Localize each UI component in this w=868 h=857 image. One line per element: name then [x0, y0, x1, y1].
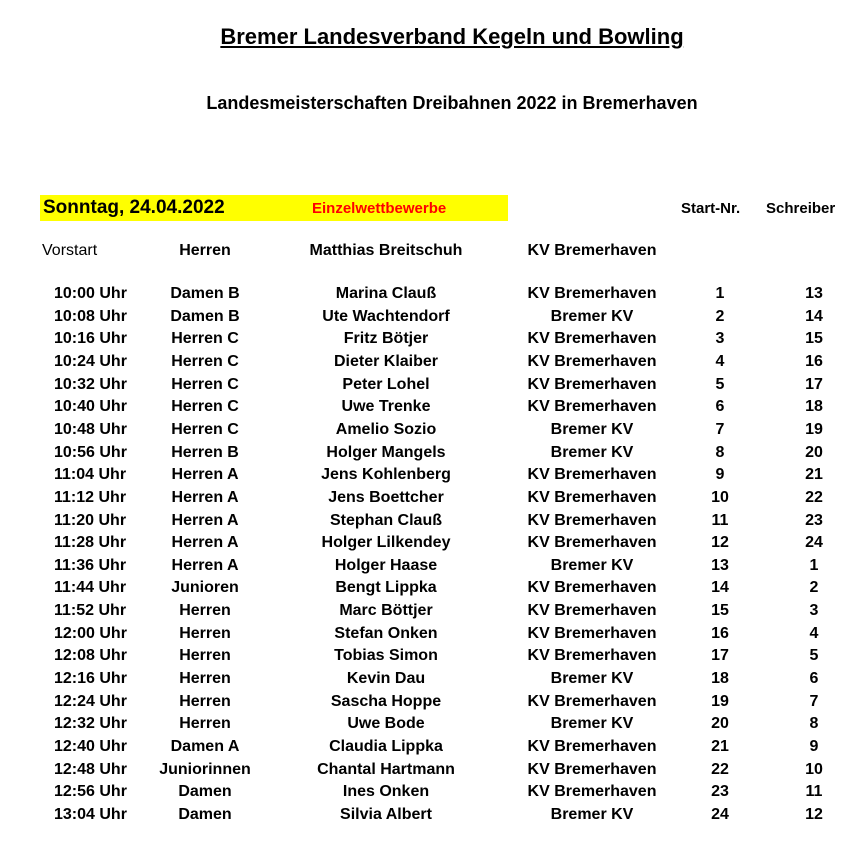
start-time: 12:08 Uhr — [54, 647, 127, 664]
category: Herren B — [171, 444, 239, 461]
player-name: Holger Haase — [334, 557, 438, 574]
day-date: Sonntag, 24.04.2022 — [43, 197, 225, 218]
club-name: KV Bremerhaven — [527, 738, 657, 755]
player-name: Fritz Bötjer — [343, 330, 429, 347]
start-number: 20 — [711, 715, 729, 732]
category: Juniorinnen — [159, 761, 251, 778]
category: Herren A — [171, 489, 239, 506]
category: Herren C — [171, 353, 239, 370]
start-number: 5 — [715, 376, 725, 393]
schreiber-number: 10 — [805, 761, 823, 778]
club-name: KV Bremerhaven — [527, 761, 657, 778]
category: Herren A — [171, 557, 239, 574]
schreiber-number: 22 — [805, 489, 823, 506]
start-number: 21 — [711, 738, 729, 755]
category: Damen B — [170, 308, 240, 325]
player-name: Jens Kohlenberg — [321, 466, 451, 483]
club-name: KV Bremerhaven — [527, 353, 657, 370]
start-time: 10:40 Uhr — [54, 398, 127, 415]
schreiber-number: 3 — [809, 602, 819, 619]
start-time: 12:40 Uhr — [54, 738, 127, 755]
club-name: KV Bremerhaven — [527, 602, 657, 619]
start-time: 11:28 Uhr — [54, 534, 127, 551]
start-number: 14 — [711, 579, 729, 596]
start-number: 4 — [715, 353, 725, 370]
category: Herren — [179, 625, 231, 642]
club-name: Bremer KV — [550, 308, 634, 325]
start-number: 2 — [715, 308, 725, 325]
table-row — [0, 738, 868, 760]
category: Herren — [179, 670, 231, 687]
start-number: 13 — [711, 557, 729, 574]
table-row — [0, 761, 868, 783]
start-time: 10:24 Uhr — [54, 353, 127, 370]
schreiber-number: 19 — [805, 421, 823, 438]
schreiber-number: 9 — [809, 738, 819, 755]
club-name: KV Bremerhaven — [527, 330, 657, 347]
club-name: KV Bremerhaven — [527, 376, 657, 393]
start-time: 12:16 Uhr — [54, 670, 127, 687]
category: Herren C — [171, 398, 239, 415]
schreiber-number: 12 — [805, 806, 823, 823]
start-number: 1 — [715, 285, 725, 302]
player-name: Kevin Dau — [346, 670, 426, 687]
start-time: 11:12 Uhr — [54, 489, 127, 506]
table-row — [0, 625, 868, 647]
schreiber-number: 4 — [809, 625, 819, 642]
start-number: 24 — [711, 806, 729, 823]
schreiber-number: 21 — [805, 466, 823, 483]
table-row — [0, 489, 868, 511]
category: Damen B — [170, 285, 240, 302]
club-name: Bremer KV — [550, 421, 634, 438]
schreiber-number: 11 — [805, 783, 823, 800]
start-number: 10 — [711, 489, 729, 506]
start-number: 16 — [711, 625, 729, 642]
schreiber-number: 7 — [809, 693, 819, 710]
vorstart-category: Herren — [179, 242, 231, 259]
player-name: Chantal Hartmann — [317, 761, 455, 778]
player-name: Stephan Clauß — [329, 512, 443, 529]
table-row — [0, 783, 868, 805]
player-name: Marc Böttjer — [339, 602, 433, 619]
vorstart-name: Matthias Breitschuh — [309, 242, 463, 259]
start-time: 11:36 Uhr — [54, 557, 127, 574]
player-name: Jens Boettcher — [328, 489, 444, 506]
start-time: 10:00 Uhr — [54, 285, 127, 302]
start-number: 8 — [715, 444, 725, 461]
category: Herren — [179, 693, 231, 710]
club-name: KV Bremerhaven — [527, 693, 657, 710]
player-name: Amelio Sozio — [335, 421, 437, 438]
start-time: 10:56 Uhr — [54, 444, 127, 461]
schreiber-number: 23 — [805, 512, 823, 529]
club-name: Bremer KV — [550, 670, 634, 687]
category: Damen — [178, 783, 232, 800]
table-row — [0, 534, 868, 556]
start-number: 19 — [711, 693, 729, 710]
table-row — [0, 715, 868, 737]
day-header-band — [40, 195, 508, 221]
schreiber-number: 14 — [805, 308, 823, 325]
start-time: 10:08 Uhr — [54, 308, 127, 325]
schreiber-number: 16 — [805, 353, 823, 370]
schreiber-number: 13 — [805, 285, 823, 302]
category: Herren A — [171, 466, 239, 483]
category: Herren C — [171, 330, 239, 347]
player-name: Holger Mangels — [326, 444, 446, 461]
category: Herren — [179, 647, 231, 664]
club-name: Bremer KV — [550, 444, 634, 461]
start-time: 11:04 Uhr — [54, 466, 127, 483]
category: Herren C — [171, 376, 239, 393]
club-name: KV Bremerhaven — [527, 512, 657, 529]
schreiber-number: 17 — [805, 376, 823, 393]
table-row — [0, 670, 868, 692]
club-name: KV Bremerhaven — [527, 783, 657, 800]
club-name: KV Bremerhaven — [527, 398, 657, 415]
schreiber-number: 6 — [809, 670, 819, 687]
start-time: 12:32 Uhr — [54, 715, 127, 732]
vorstart-label: Vorstart — [42, 242, 98, 259]
table-row — [0, 693, 868, 715]
vorstart-row — [0, 242, 868, 264]
table-row — [0, 285, 868, 307]
schreiber-number: 5 — [809, 647, 819, 664]
schreiber-number: 2 — [809, 579, 819, 596]
start-time: 12:56 Uhr — [54, 783, 127, 800]
schreiber-number: 1 — [809, 557, 819, 574]
start-time: 10:16 Uhr — [54, 330, 127, 347]
club-name: Bremer KV — [550, 557, 634, 574]
start-number: 17 — [711, 647, 729, 664]
table-row — [0, 421, 868, 443]
start-time: 10:48 Uhr — [54, 421, 127, 438]
player-name: Holger Lilkendey — [321, 534, 451, 551]
category: Herren C — [171, 421, 239, 438]
start-time: 13:04 Uhr — [54, 806, 127, 823]
start-time: 12:48 Uhr — [54, 761, 127, 778]
table-row — [0, 579, 868, 601]
page-subtitle: Landesmeisterschaften Dreibahnen 2022 in Bremerhaven — [206, 93, 698, 113]
start-number: 18 — [711, 670, 729, 687]
schreiber-number: 15 — [805, 330, 823, 347]
player-name: Bengt Lippka — [335, 579, 437, 596]
start-number: 22 — [711, 761, 729, 778]
table-row — [0, 376, 868, 398]
schreiber-number: 8 — [809, 715, 819, 732]
start-number: 3 — [715, 330, 725, 347]
club-name: KV Bremerhaven — [527, 579, 657, 596]
table-row — [0, 512, 868, 534]
table-row — [0, 466, 868, 488]
start-number: 7 — [715, 421, 725, 438]
table-row — [0, 602, 868, 624]
start-time: 11:52 Uhr — [54, 602, 127, 619]
start-number: 9 — [715, 466, 725, 483]
schreiber-number: 20 — [805, 444, 823, 461]
player-name: Uwe Trenke — [341, 398, 431, 415]
start-number: 15 — [711, 602, 729, 619]
category: Herren A — [171, 512, 239, 529]
table-row — [0, 398, 868, 420]
club-name: KV Bremerhaven — [527, 534, 657, 551]
start-number: 23 — [711, 783, 729, 800]
player-name: Stefan Onken — [334, 625, 438, 642]
table-row — [0, 308, 868, 330]
schreiber-number: 24 — [805, 534, 823, 551]
start-number: 11 — [711, 512, 729, 529]
start-time: 12:24 Uhr — [54, 693, 127, 710]
category: Herren — [179, 602, 231, 619]
club-name: KV Bremerhaven — [527, 647, 657, 664]
player-name: Claudia Lippka — [329, 738, 443, 755]
header-start-nr: Start-Nr. — [681, 200, 741, 217]
player-name: Tobias Simon — [334, 647, 438, 664]
club-name: KV Bremerhaven — [527, 285, 657, 302]
start-time: 10:32 Uhr — [54, 376, 127, 393]
category: Damen A — [170, 738, 240, 755]
event-type: Einzelwettbewerbe — [312, 200, 447, 217]
table-row — [0, 557, 868, 579]
player-name: Peter Lohel — [342, 376, 430, 393]
club-name: Bremer KV — [550, 806, 634, 823]
start-time: 12:00 Uhr — [54, 625, 127, 642]
start-number: 6 — [715, 398, 725, 415]
table-row — [0, 353, 868, 375]
vorstart-club: KV Bremerhaven — [527, 242, 657, 259]
club-name: KV Bremerhaven — [527, 489, 657, 506]
category: Damen — [178, 806, 232, 823]
player-name: Sascha Hoppe — [330, 693, 442, 710]
table-row — [0, 647, 868, 669]
category: Herren A — [171, 534, 239, 551]
start-time: 11:44 Uhr — [54, 579, 127, 596]
page-title: Bremer Landesverband Kegeln und Bowling — [220, 24, 684, 49]
player-name: Marina Clauß — [335, 285, 437, 302]
table-row — [0, 330, 868, 352]
player-name: Ines Onken — [342, 783, 430, 800]
start-number: 12 — [711, 534, 729, 551]
category: Herren — [179, 715, 231, 732]
table-row — [0, 806, 868, 828]
club-name: KV Bremerhaven — [527, 466, 657, 483]
player-name: Dieter Klaiber — [333, 353, 439, 370]
club-name: KV Bremerhaven — [527, 625, 657, 642]
player-name: Ute Wachtendorf — [322, 308, 450, 325]
schreiber-number: 18 — [805, 398, 823, 415]
category: Junioren — [171, 579, 239, 596]
start-time: 11:20 Uhr — [54, 512, 127, 529]
club-name: Bremer KV — [550, 715, 634, 732]
header-schreiber: Schreiber — [766, 200, 836, 217]
table-row — [0, 444, 868, 466]
player-name: Silvia Albert — [340, 806, 432, 823]
player-name: Uwe Bode — [347, 715, 425, 732]
